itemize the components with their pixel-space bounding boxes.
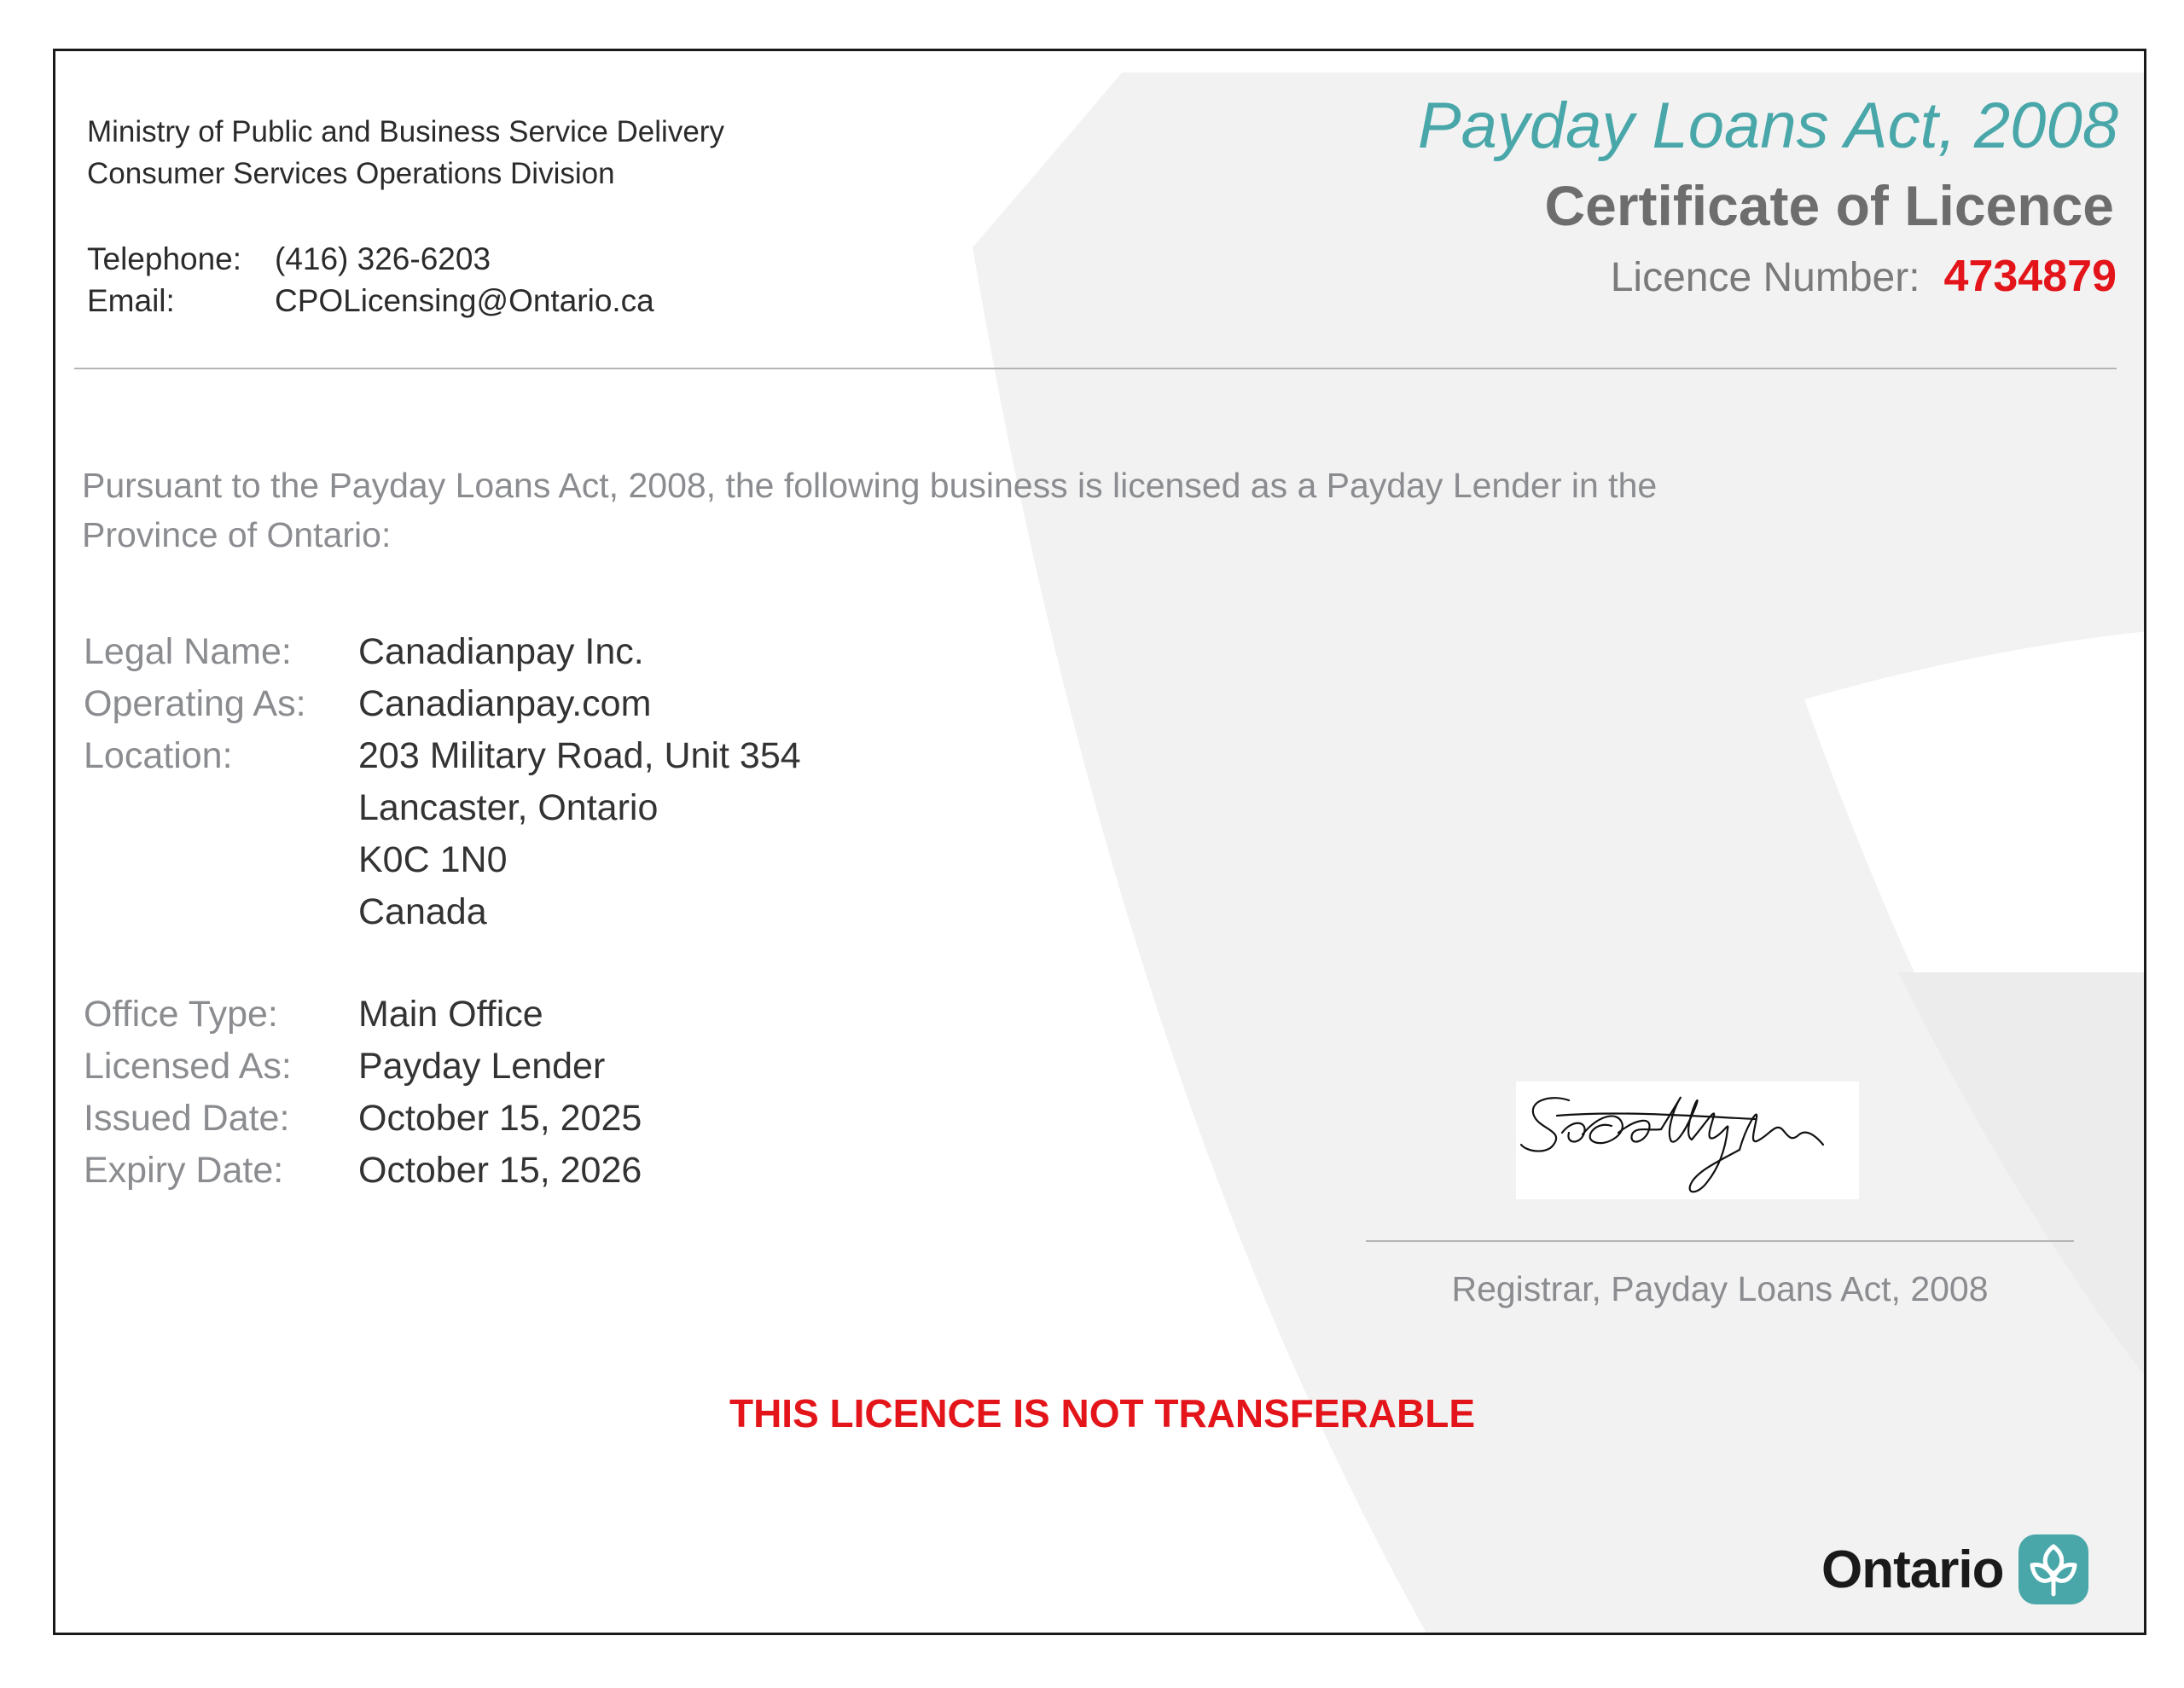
licence-number-label: Licence Number: [1610,255,1920,300]
email-value[interactable]: CPOLicensing@Ontario.ca [275,283,654,318]
licence-details [55,51,1079,1331]
ontario-logo [1821,1531,2088,1608]
not-transferable-notice: THIS LICENCE IS NOT TRANSFERABLE [729,1391,1476,1436]
registrar-signature [1516,1082,1859,1199]
licence-number: 4734879 [1943,252,2117,301]
header-right [1120,51,2144,367]
preamble-text: Pursuant to the Payday Loans Act, 2008, the following business is licensed as a Payday Lender in the Province of Ontario: [82,466,1658,554]
certificate [53,49,2146,1635]
location-line-3: K0C 1N0 [358,839,508,880]
office-type-value: Main Office [358,994,543,1035]
ministry-name: Ministry of Public and Business Service Delivery [87,115,724,148]
expiry-date-label: Expiry Date: [84,1150,284,1191]
legal-name-value: Canadianpay Inc. [358,631,644,672]
location-line-2: Lancaster, Ontario [358,787,659,828]
division-name: Consumer Services Operations Division [87,157,615,190]
registrar-title: Registrar, Payday Loans Act, 2008 [1451,1269,1989,1308]
signature-scribble [1516,1082,1859,1199]
location-label: Location: [84,735,233,776]
trillium-icon [2018,1534,2088,1604]
signature-line [1366,1240,2074,1242]
email-label: Email: [87,283,175,318]
licensed-as-value: Payday Lender [358,1046,606,1087]
ontario-wordmark: Ontario [1821,1540,2004,1599]
expiry-date-value: October 15, 2026 [358,1150,642,1191]
operating-as-label: Operating As: [84,683,306,724]
operating-as-value: Canadianpay.com [358,683,652,724]
office-type-label: Office Type: [84,994,278,1035]
act-title: Payday Loans Act, 2008 [1417,90,2118,162]
issued-date-value: October 15, 2025 [358,1098,642,1139]
location-line-4: Canada [358,891,487,932]
location-line-1: 203 Military Road, Unit 354 [358,735,801,776]
legal-name-label: Legal Name: [84,631,292,672]
certificate-title: Certificate of Licence [1544,174,2114,237]
licence-number-row [1611,254,2117,299]
licensed-as-label: Licensed As: [84,1046,292,1087]
telephone-label: Telephone: [87,241,242,276]
issued-date-label: Issued Date: [84,1098,290,1139]
telephone-value: (416) 326-6203 [275,241,491,276]
